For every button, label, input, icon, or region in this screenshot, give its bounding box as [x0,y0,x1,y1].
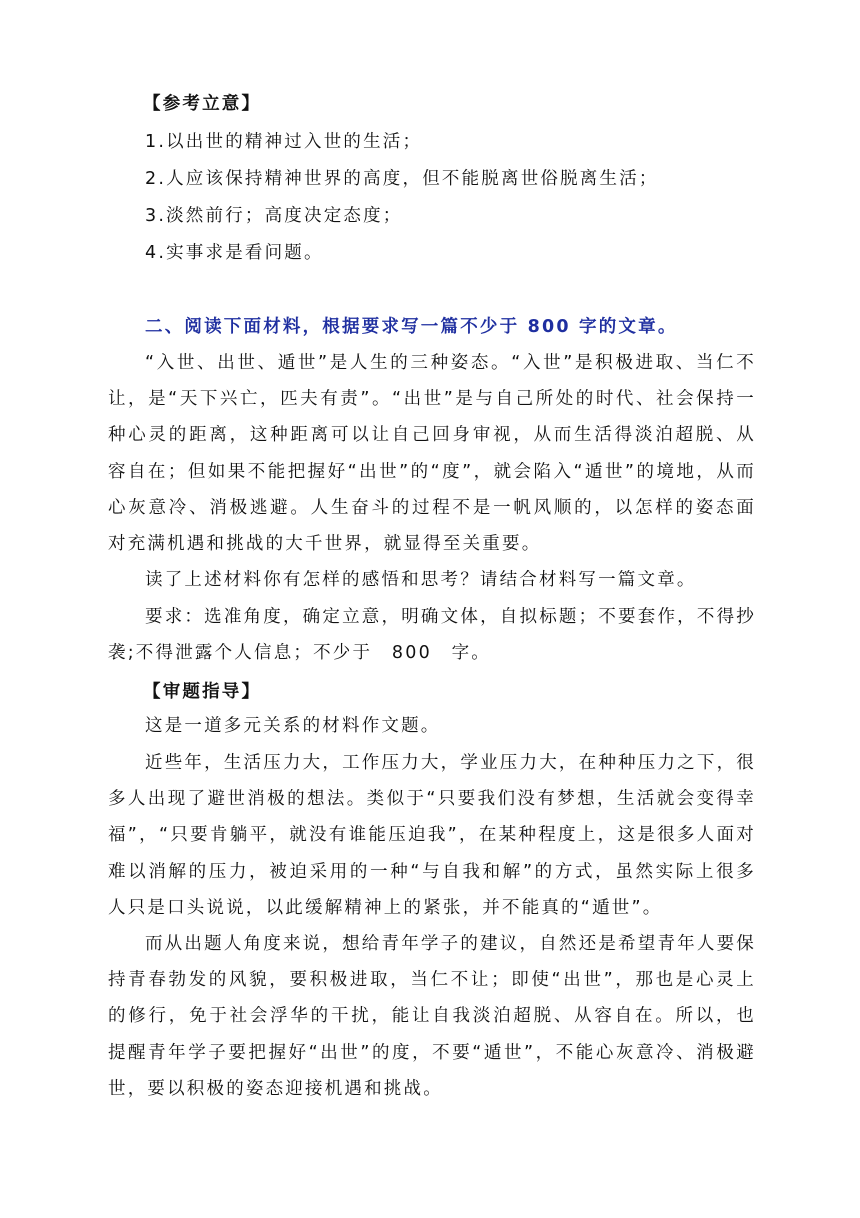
guidance-paragraph: 近些年，生活压力大，工作压力大，学业压力大，在种种压力之下，很多人出现了避世消极的想法。类似于“只要我们没有梦想，生活就会变得幸福”，“只要肯躺平，就没有谁能压迫我”，在某种程度上，这是很多人面对难以消解的压力，被迫采用的一种“与自我和解”的方式，虽然实际上很多人只是口头说说，以此缓解精神上的紧张，并不能真的“遁世”。 [108,753,756,918]
reference-intent-item: 3.淡然前行；高度决定态度； [145,206,403,226]
reference-intent-heading: 【参考立意】 [143,94,262,114]
guidance-paragraph: 而从出题人角度来说，想给青年学子的建议，自然还是希望青年人要保持青春勃发的风貌，要积极进取，当仁不让；即使“出世”，那也是心灵上的修行，免于社会浮华的干扰，能让自我淡泊超脱、从容自在。所以，也提醒青年学子要把握好“出世”的度，不要“遁世”，不能心灰意冷、消极避世，要以积极的姿态迎接机遇和挑战。 [108,934,756,1099]
section-two-prompt: 读了上述材料你有怎样的感悟和思考？请结合材料写一篇文章。 [145,570,697,590]
section-two-requirements: 要求：选准角度，确定立意，明确文体，自拟标题；不要套作，不得抄袭;不得泄露个人信息；不少于 800 字。 [108,607,756,663]
reference-intent-item: 1.以出世的精神过入世的生活； [145,132,423,152]
section-two-title: 二、阅读下面材料，根据要求写一篇不少于 800 字的文章。 [145,317,678,337]
guidance-intro: 这是一道多元关系的材料作文题。 [145,716,441,736]
guidance-heading: 【审题指导】 [143,682,262,702]
reference-intent-item: 4.实事求是看问题。 [145,243,324,263]
section-two-material: “入世、出世、遁世”是人生的三种姿态。“入世”是积极进取、当仁不让，是“天下兴亡，匹夫有责”。“出世”是与自己所处的时代、社会保持一种心灵的距离，这种距离可以让自己回身审视，从而生活得淡泊超脱、从容自在；但如果不能把握好“出世”的“度”，就会陷入“遁世”的境地，从而心灰意冷、消极逃避。人生奋斗的过程不是一帆风顺的，以怎样的姿态面对充满机遇和挑战的大千世界，就显得至关重要。 [108,353,756,555]
reference-intent-item: 2.人应该保持精神世界的高度，但不能脱离世俗脱离生活； [145,169,659,189]
